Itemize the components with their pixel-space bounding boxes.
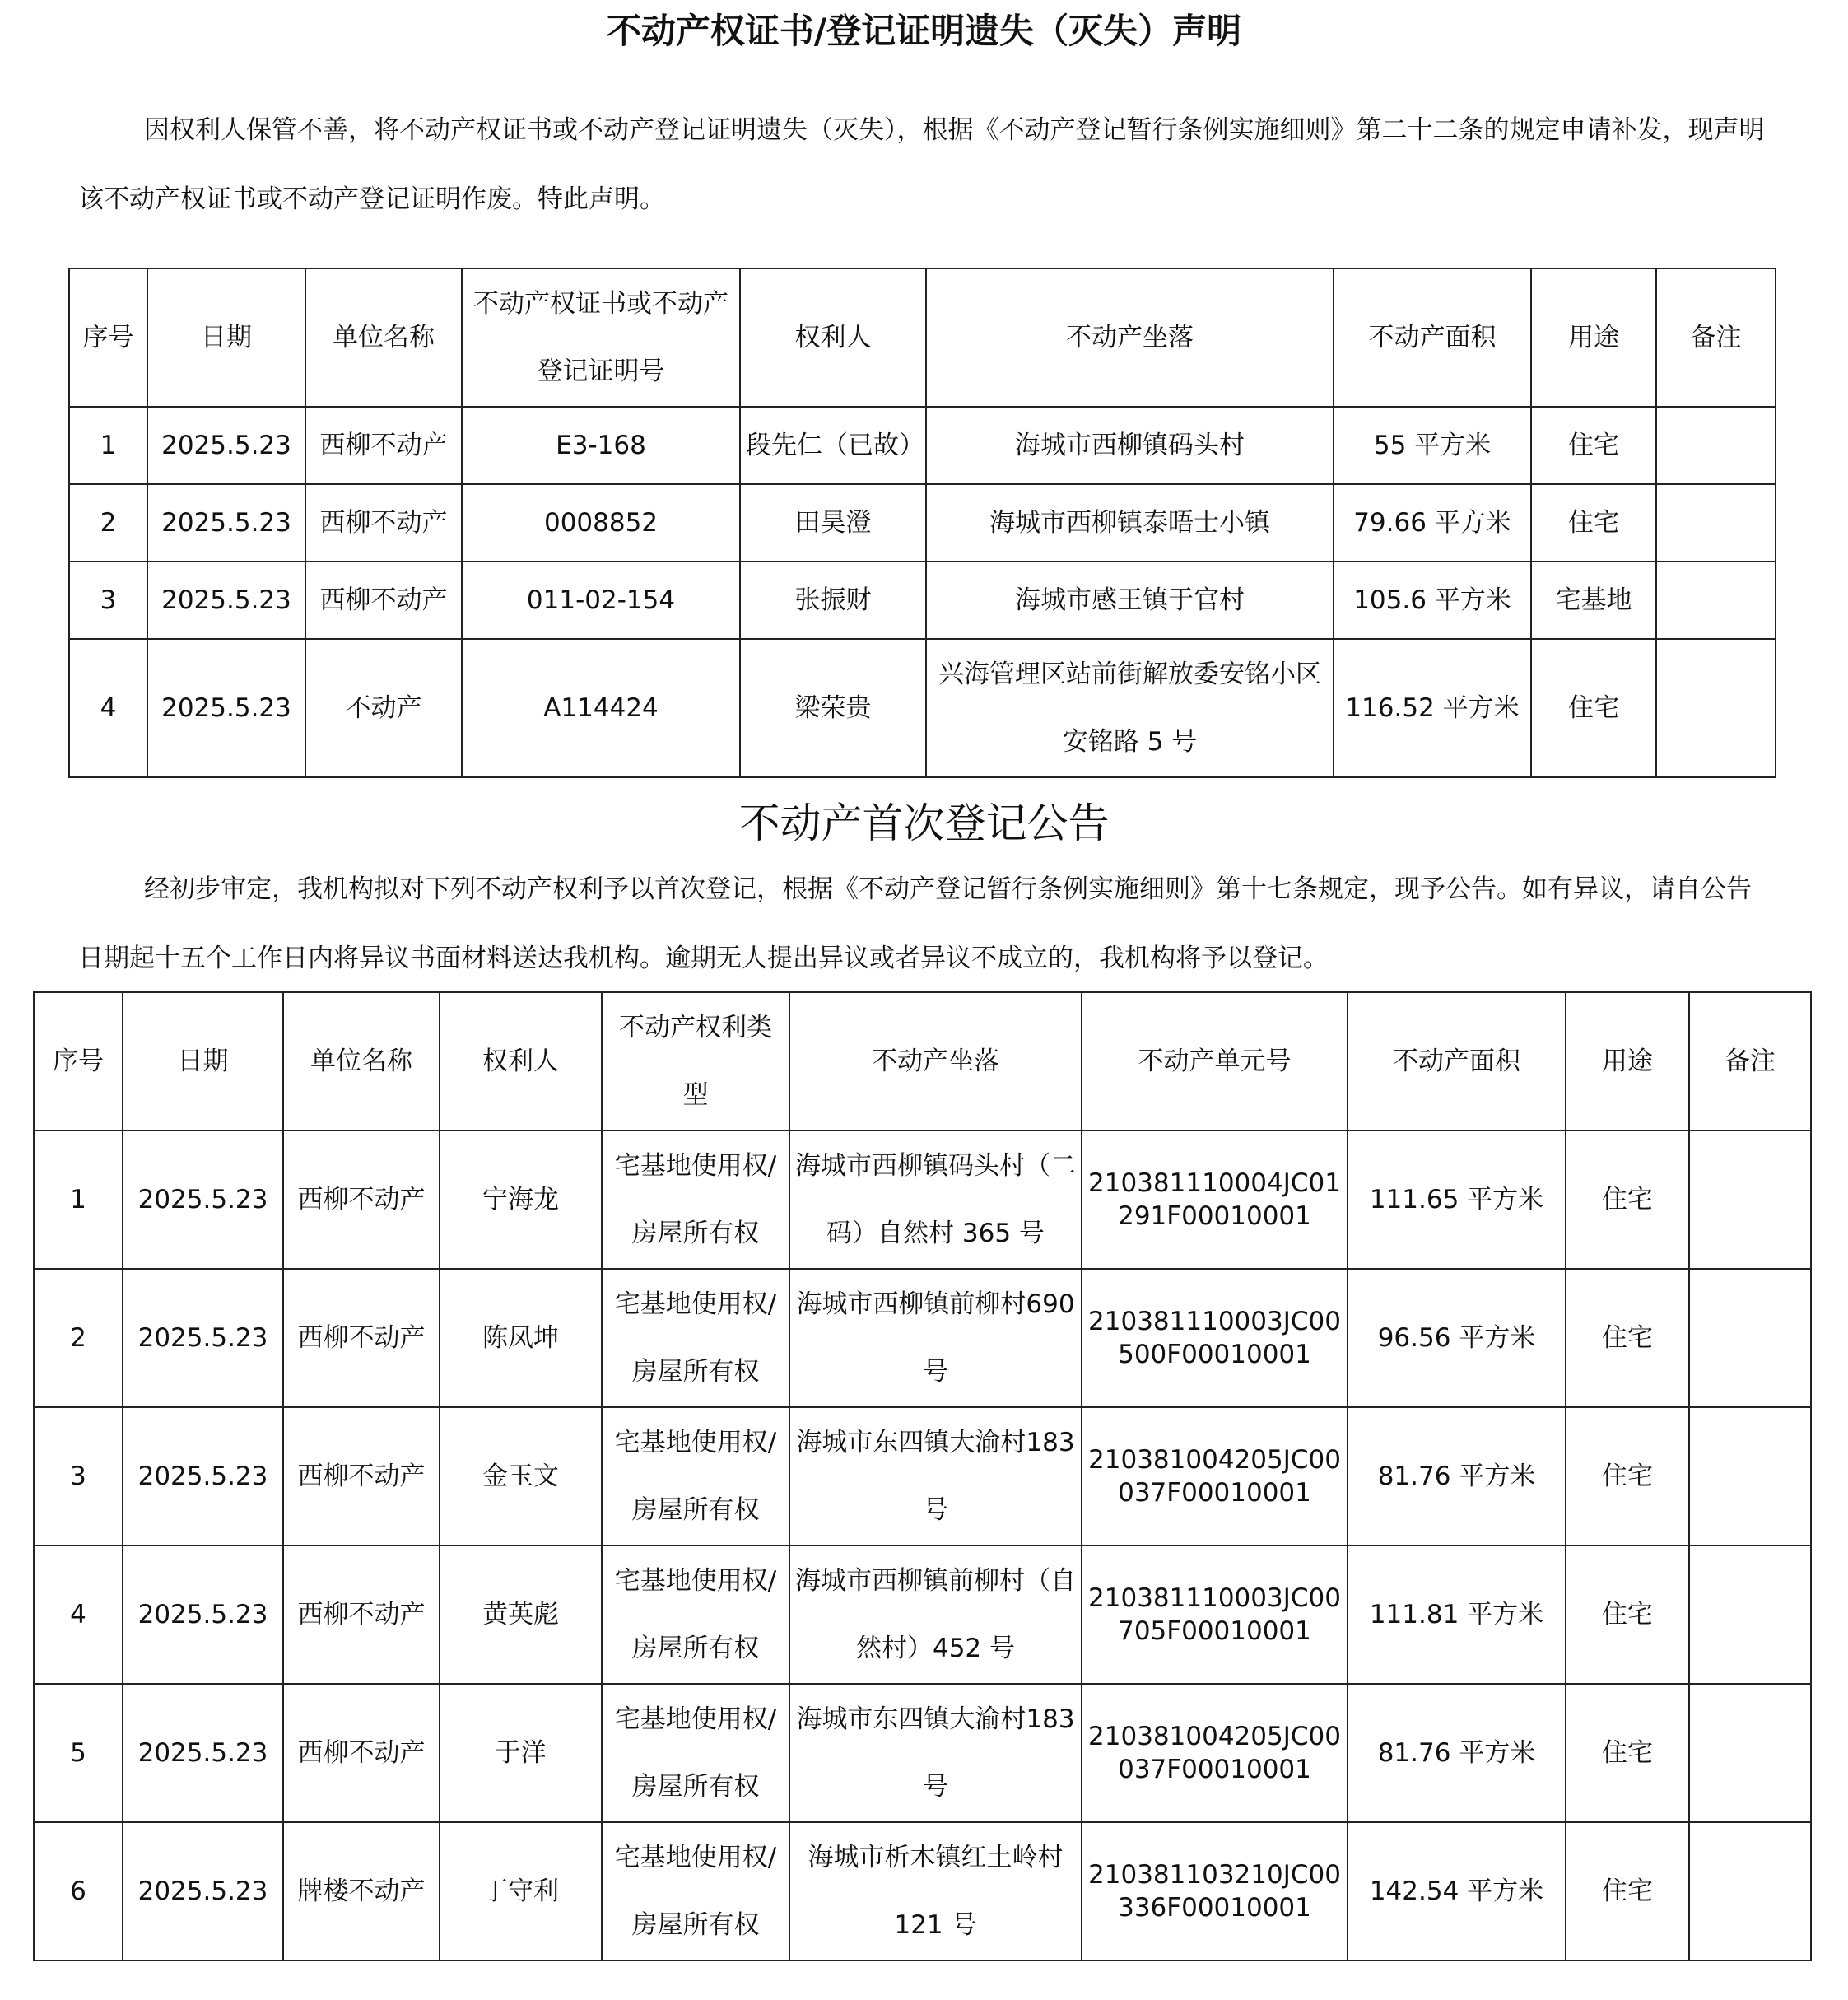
cell-area: 116.52 平方米	[1334, 639, 1531, 777]
cell-area: 142.54 平方米	[1348, 1822, 1566, 1960]
notice1-table-body	[69, 268, 1776, 777]
cell-unit-no: 210381004205JC00037F00010001	[1082, 1684, 1348, 1822]
column-header: 序号	[34, 992, 123, 1131]
cell-unit: 西柳不动产	[305, 407, 462, 484]
cell-type: 宅基地使用权/房屋所有权	[602, 1407, 789, 1545]
cell-owner: 张振财	[740, 562, 926, 639]
cell-use: 住宅	[1566, 1545, 1689, 1684]
cell-owner: 黄英彪	[440, 1545, 602, 1684]
cell-date: 2025.5.23	[123, 1131, 283, 1269]
column-header: 不动产面积	[1348, 992, 1566, 1131]
cell-use: 住宅	[1566, 1822, 1689, 1960]
cell-location: 海城市析木镇红土岭村121 号	[789, 1822, 1082, 1960]
cell-unit: 西柳不动产	[305, 484, 462, 562]
column-header: 不动产权证书或不动产登记证明号	[462, 268, 740, 407]
cell-location: 海城市西柳镇前柳村690 号	[789, 1269, 1082, 1407]
table-row	[69, 639, 1776, 777]
cell-note	[1689, 1684, 1811, 1822]
table-row	[69, 484, 1776, 562]
cell-location: 海城市东四镇大渝村183 号	[789, 1684, 1082, 1822]
table-row	[34, 1684, 1811, 1822]
cell-no: 4	[34, 1545, 123, 1684]
cell-cert: 0008852	[462, 484, 740, 562]
notice2-body: 经初步审定，我机构拟对下列不动产权利予以首次登记，根据《不动产登记暂行条例实施细则》第十七条规定，现予公告。如有异议，请自公告日期起十五个工作日内将异议书面材料送达我机构。逾期无人提出异议或者异议不成立的，我机构将予以登记。	[78, 874, 1752, 973]
notice1-body: 因权利人保管不善，将不动产权证书或不动产登记证明遗失（灭失），根据《不动产登记暂行条例实施细则》第二十二条的规定申请补发，现声明该不动产权证书或不动产登记证明作废。特此声明。	[78, 115, 1765, 214]
cell-location: 兴海管理区站前街解放委安铭小区安铭路 5 号	[926, 639, 1334, 777]
column-header: 权利人	[740, 268, 926, 407]
cell-area: 111.81 平方米	[1348, 1545, 1566, 1684]
cell-type: 宅基地使用权/房屋所有权	[602, 1822, 789, 1960]
column-header: 用途	[1566, 992, 1689, 1131]
cell-note	[1689, 1269, 1811, 1407]
notice1-title: 不动产权证书/登记证明遗失（灭失）声明	[606, 11, 1242, 51]
column-header: 用途	[1531, 268, 1656, 407]
cell-no: 2	[69, 484, 147, 562]
cell-use: 住宅	[1531, 484, 1656, 562]
column-header: 不动产单元号	[1082, 992, 1348, 1131]
cell-no: 1	[69, 407, 147, 484]
cell-date: 2025.5.23	[123, 1545, 283, 1684]
cell-location: 海城市东四镇大渝村183 号	[789, 1407, 1082, 1545]
column-header: 不动产面积	[1334, 268, 1531, 407]
notice1-table	[68, 268, 1776, 778]
column-header: 序号	[69, 268, 147, 407]
column-header: 备注	[1689, 992, 1811, 1131]
table-header-row	[34, 992, 1811, 1131]
cell-unit: 西柳不动产	[283, 1131, 440, 1269]
table-row	[34, 1131, 1811, 1269]
cell-area: 111.65 平方米	[1348, 1131, 1566, 1269]
cell-unit: 西柳不动产	[283, 1269, 440, 1407]
cell-unit-no: 210381110004JC01291F00010001	[1082, 1131, 1348, 1269]
cell-area: 79.66 平方米	[1334, 484, 1531, 562]
cell-unit: 西柳不动产	[283, 1684, 440, 1822]
cell-no: 4	[69, 639, 147, 777]
cell-unit: 不动产	[305, 639, 462, 777]
cell-date: 2025.5.23	[147, 562, 305, 639]
table-header-row	[69, 268, 1776, 407]
table-row	[34, 1269, 1811, 1407]
cell-date: 2025.5.23	[147, 407, 305, 484]
cell-owner: 陈凤坤	[440, 1269, 602, 1407]
cell-area: 81.76 平方米	[1348, 1684, 1566, 1822]
column-header: 日期	[123, 992, 283, 1131]
cell-unit-no: 210381110003JC00500F00010001	[1082, 1269, 1348, 1407]
cell-note	[1689, 1131, 1811, 1269]
cell-owner: 田昊澄	[740, 484, 926, 562]
cell-unit-no: 210381110003JC00705F00010001	[1082, 1545, 1348, 1684]
table-row	[34, 1407, 1811, 1545]
cell-cert: A114424	[462, 639, 740, 777]
cell-cert: E3-168	[462, 407, 740, 484]
cell-unit: 西柳不动产	[283, 1545, 440, 1684]
cell-use: 宅基地	[1531, 562, 1656, 639]
cell-type: 宅基地使用权/房屋所有权	[602, 1131, 789, 1269]
cell-note	[1689, 1545, 1811, 1684]
cell-note	[1689, 1822, 1811, 1960]
cell-owner: 丁守利	[440, 1822, 602, 1960]
cell-use: 住宅	[1566, 1684, 1689, 1822]
cell-date: 2025.5.23	[123, 1684, 283, 1822]
column-header: 权利人	[440, 992, 602, 1131]
cell-note	[1656, 407, 1776, 484]
cell-date: 2025.5.23	[123, 1269, 283, 1407]
cell-no: 2	[34, 1269, 123, 1407]
cell-unit-no: 210381103210JC00336F00010001	[1082, 1822, 1348, 1960]
cell-date: 2025.5.23	[123, 1407, 283, 1545]
cell-location: 海城市西柳镇码头村（二码）自然村 365 号	[789, 1131, 1082, 1269]
cell-unit-no: 210381004205JC00037F00010001	[1082, 1407, 1348, 1545]
cell-unit: 西柳不动产	[305, 562, 462, 639]
cell-location: 海城市西柳镇前柳村（自然村）452 号	[789, 1545, 1082, 1684]
cell-location: 海城市感王镇于官村	[926, 562, 1334, 639]
cell-owner: 宁海龙	[440, 1131, 602, 1269]
cell-date: 2025.5.23	[123, 1822, 283, 1960]
cell-no: 1	[34, 1131, 123, 1269]
cell-note	[1656, 562, 1776, 639]
cell-date: 2025.5.23	[147, 484, 305, 562]
cell-date: 2025.5.23	[147, 639, 305, 777]
column-header: 不动产坐落	[926, 268, 1334, 407]
cell-no: 3	[69, 562, 147, 639]
cell-area: 96.56 平方米	[1348, 1269, 1566, 1407]
table-row	[34, 1545, 1811, 1684]
cell-area: 55 平方米	[1334, 407, 1531, 484]
cell-no: 3	[34, 1407, 123, 1545]
column-header: 日期	[147, 268, 305, 407]
column-header: 不动产坐落	[789, 992, 1082, 1131]
column-header: 备注	[1656, 268, 1776, 407]
table-row	[69, 407, 1776, 484]
notice2-table	[33, 991, 1812, 1961]
cell-area: 105.6 平方米	[1334, 562, 1531, 639]
cell-use: 住宅	[1531, 639, 1656, 777]
cell-type: 宅基地使用权/房屋所有权	[602, 1684, 789, 1822]
cell-location: 海城市西柳镇码头村	[926, 407, 1334, 484]
cell-note	[1689, 1407, 1811, 1545]
cell-unit: 牌楼不动产	[283, 1822, 440, 1960]
cell-location: 海城市西柳镇泰晤士小镇	[926, 484, 1334, 562]
cell-cert: 011-02-154	[462, 562, 740, 639]
table-row	[34, 1822, 1811, 1960]
cell-use: 住宅	[1566, 1407, 1689, 1545]
cell-owner: 段先仁（已故）	[740, 407, 926, 484]
cell-owner: 梁荣贵	[740, 639, 926, 777]
cell-type: 宅基地使用权/房屋所有权	[602, 1545, 789, 1684]
column-header: 单位名称	[305, 268, 462, 407]
cell-unit: 西柳不动产	[283, 1407, 440, 1545]
cell-use: 住宅	[1531, 407, 1656, 484]
cell-owner: 金玉文	[440, 1407, 602, 1545]
cell-note	[1656, 484, 1776, 562]
cell-use: 住宅	[1566, 1269, 1689, 1407]
notice2-table-body	[34, 992, 1811, 1960]
column-header: 单位名称	[283, 992, 440, 1131]
cell-no: 5	[34, 1684, 123, 1822]
column-header: 不动产权利类型	[602, 992, 789, 1131]
cell-type: 宅基地使用权/房屋所有权	[602, 1269, 789, 1407]
table-row	[69, 562, 1776, 639]
cell-owner: 于洋	[440, 1684, 602, 1822]
cell-use: 住宅	[1566, 1131, 1689, 1269]
cell-note	[1656, 639, 1776, 777]
cell-no: 6	[34, 1822, 123, 1960]
cell-area: 81.76 平方米	[1348, 1407, 1566, 1545]
notice2-title: 不动产首次登记公告	[738, 800, 1110, 847]
